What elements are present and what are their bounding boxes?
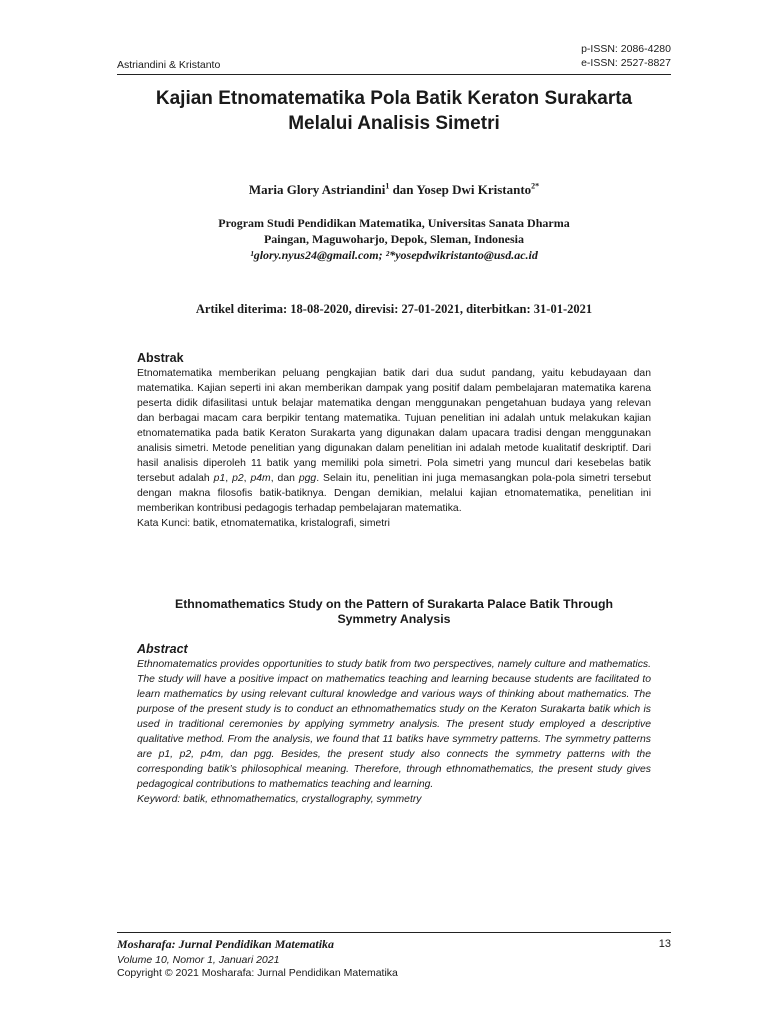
author-2-marker: 2* [531,181,540,191]
page-number: 13 [658,938,671,950]
issn-block [581,42,671,70]
abstract-text-part-2: . Selain itu, penelitian ini juga memasangkan pola-pola simetri tersebut dengan makna filosofis batik-batiknya. Dengan demikian, melalui kajian etnomatematika, penelitian ini memberikan kontribusi pedagogis terhadap pembelajaran matematika. [137,473,651,514]
english-title [137,597,651,627]
pattern-p1: p1 [213,473,226,484]
affiliation-institution: Program Studi Pendidikan Matematika, Universitas Sanata Dharma [218,216,570,230]
journal-name: Mosharafa: Jurnal Pendidikan Matematika [117,937,335,951]
affiliation-block [100,215,688,263]
paper-title [100,86,688,136]
running-header [117,42,671,75]
abstract-text-part-1: Etnomatematika memberikan peluang pengkajian batik dari dua sudut pandang, yaitu kebudayaan dan matematika. Kajian seperti ini akan memberikan dampak yang positif dalam pembelajaran matematika karena peserta didik difasilitasi untuk belajar matematika dengan menggunakan pengetahuan budaya yang relevan dan berbagai macam cara berpikir tentang matematika. Tujuan penelitian ini adalah untuk melakukan kajian etnomatematika pada batik Keraton Surakarta yang digunakan dalam upacara tradisi dengan menggunakan analisis simetri. Metode penelitian yang digunakan dalam penelitian ini adalah metode kualitatif deskriptif. Dari hasil analisis diperoleh 11 batik yang memiliki pola simetri. Pola simetri yang muncul dari kesebelas batik tersebut adalah [137,368,651,484]
running-header-authors: Astriandini & Kristanto [117,59,221,71]
abstract-indonesian [137,351,651,531]
pattern-p2: p2 [232,473,244,484]
author-emails: ¹glory.nyus24@gmail.com; ²*yosepdwikristanto@usd.ac.id [250,248,538,262]
author-1-marker: 1 [385,181,390,191]
abstract-heading: Abstrak [137,351,184,365]
pattern-p4m: p4m [250,473,271,484]
author-conjunction: dan [389,182,417,197]
title-line-2: Melalui Analisis Simetri [288,113,500,134]
print-issn: p-ISSN: 2086-4280 [581,43,671,55]
keywords-english: Keyword: batik, ethnomathematics, crystallography, symmetry [137,794,422,805]
affiliation-address: Paingan, Maguwoharjo, Depok, Sleman, Indonesia [263,232,525,246]
english-title-line-1: Ethnomathematics Study on the Pattern of Surakarta Palace Batik Through [175,597,613,611]
abstract-english [137,642,651,807]
separator: , [225,473,233,484]
volume-info: Volume 10, Nomor 1, Januari 2021 [117,954,280,966]
english-title-line-2: Symmetry Analysis [337,612,451,626]
title-line-1: Kajian Etnomatematika Pola Batik Keraton Surakarta [155,88,633,109]
author-line [100,182,688,198]
conjunction: , dan [270,473,299,484]
abstract-body-english: Ethnomatematics provides opportunities to study batik from two perspectives, namely culture and mathematics. The study will have a positive impact on mathematics teaching and learning because students are facilitated to learn mathematics by using relevant cultural knowledge and various ways of thinking about mathematics. The purpose of the present study is to conduct an ethnomathematics study on the Keraton Surakarta batik which is used in traditional ceremonies by applying symmetry analysis. The present study employed a descriptive qualitative method. From the analysis, we found that 11 batiks have symmetry patterns. The symmetry patterns are p1, p2, p4m, dan pgg. Besides, the present study also connects the symmetry patterns with the corresponding batik’s philosophical meaning. Therefore, through ethnomathematics, the present study gives pedagogical contributions to mathematics teaching and learning. [137,659,651,790]
article-dates: Artikel diterima: 18-08-2020, direvisi: 27-01-2021, diterbitkan: 31-01-2021 [195,302,593,316]
abstract-heading-english: Abstract [137,642,188,656]
pattern-pgg: pgg [298,473,317,484]
keywords-indonesian: Kata Kunci: batik, etnomatematika, kristalografi, simetri [137,518,390,529]
author-1: Maria Glory Astriandini [248,182,386,197]
author-2: Yosep Dwi Kristanto [416,182,532,197]
separator: , [243,473,251,484]
copyright-notice: Copyright © 2021 Mosharafa: Jurnal Pendidikan Matematika [117,967,398,979]
electronic-issn: e-ISSN: 2527-8827 [581,57,671,69]
abstract-body [137,366,651,516]
page-footer [117,932,671,979]
